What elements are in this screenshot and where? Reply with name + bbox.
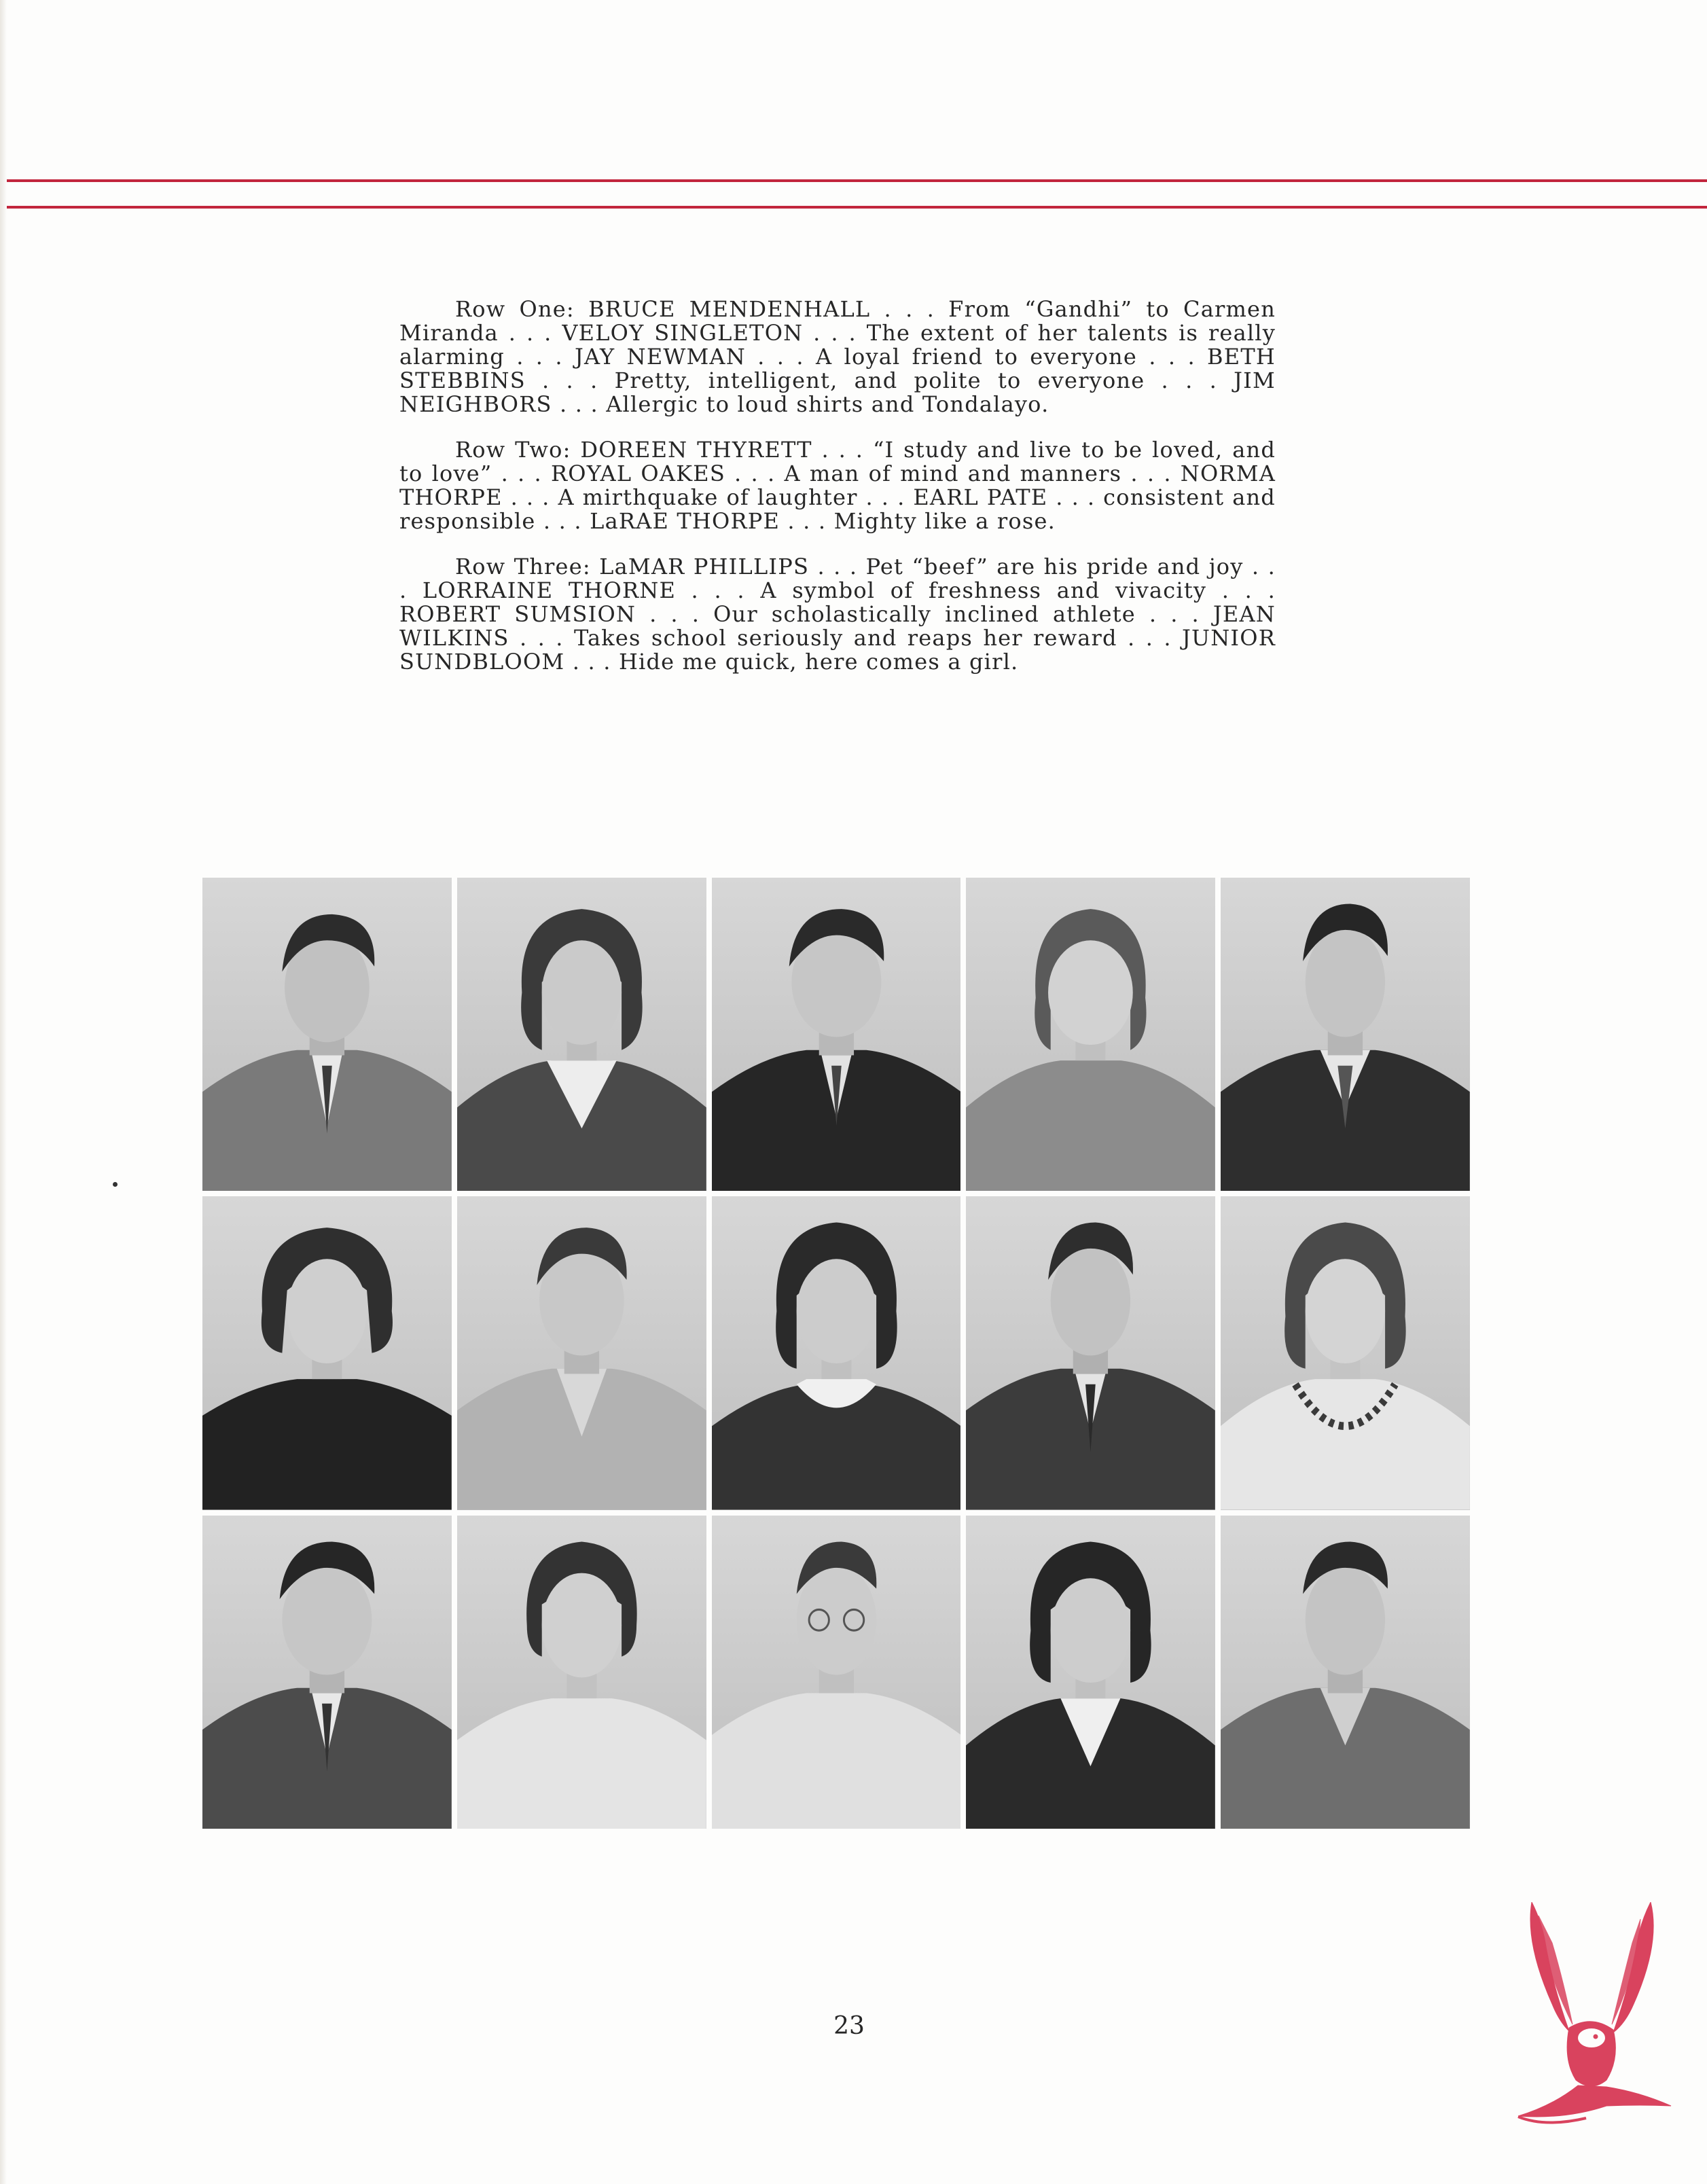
page-binding-edge xyxy=(0,0,7,2184)
portrait-photo xyxy=(457,1516,706,1829)
portrait-photo xyxy=(966,1196,1215,1509)
portrait-photo xyxy=(966,878,1215,1191)
portrait-photo xyxy=(712,1516,961,1829)
caption-row-two xyxy=(399,438,1276,533)
caption-row-text: DOREEN THYRETT . . . “I study and live to be loved, and to love” . . . ROYAL OAKES . . . A man of mind and manners . . . NORMA THORPE . . . A mirthquake of laughter . . . EARL PATE . . . consistent and responsible . . . LaRAE THORPE . . . Mighty like a rose. xyxy=(399,437,1276,534)
caption-row-text: LaMAR PHILLIPS . . . Pet “beef” are his pride and joy . . . LORRAINE THORNE . . . A symbol of freshness and vivacity . . . ROBERT SUMSION . . . Our scholastically inclined athlete . . . JEAN WILKINS . . . Takes school seriously and reaps her reward . . . JUNIOR SUNDBLOOM . . . Hide me quick, here comes a girl. xyxy=(399,554,1276,675)
caption-block xyxy=(399,298,1276,674)
caption-row-one xyxy=(399,298,1276,416)
portrait-photo xyxy=(712,878,961,1191)
eagle-emblem-icon xyxy=(1505,1902,1678,2174)
caption-row-label: Row Two: xyxy=(455,437,571,463)
portrait-photo xyxy=(202,1516,452,1829)
portrait-photo xyxy=(1221,1196,1470,1509)
caption-row-text: BRUCE MENDENHALL . . . From “Gandhi” to Carmen Miranda . . . VELOY SINGLETON . . . The extent of her talents is really alarming . . . JAY NEWMAN . . . A loyal friend to everyone . . . BETH STEBBINS . . . Pretty, intelligent, and polite to everyone . . . JIM NEIGHBORS . . . Allergic to loud shirts and Tondalayo. xyxy=(399,296,1276,417)
portrait-photo xyxy=(712,1196,961,1509)
header-rule-bottom xyxy=(7,206,1707,209)
portrait-photo xyxy=(1221,1516,1470,1829)
portrait-photo xyxy=(202,1196,452,1509)
portrait-photo xyxy=(966,1516,1215,1829)
page-number: 23 xyxy=(833,2012,865,2040)
portrait-photo xyxy=(202,878,452,1191)
caption-row-three xyxy=(399,555,1276,674)
print-speck xyxy=(113,1182,118,1187)
portrait-photo xyxy=(1221,878,1470,1191)
caption-row-label: Row Three: xyxy=(455,554,591,579)
header-rule-top xyxy=(7,179,1707,182)
portrait-photo xyxy=(457,878,706,1191)
caption-row-label: Row One: xyxy=(455,296,575,322)
portrait-photo xyxy=(457,1196,706,1509)
portrait-grid xyxy=(202,878,1470,1829)
